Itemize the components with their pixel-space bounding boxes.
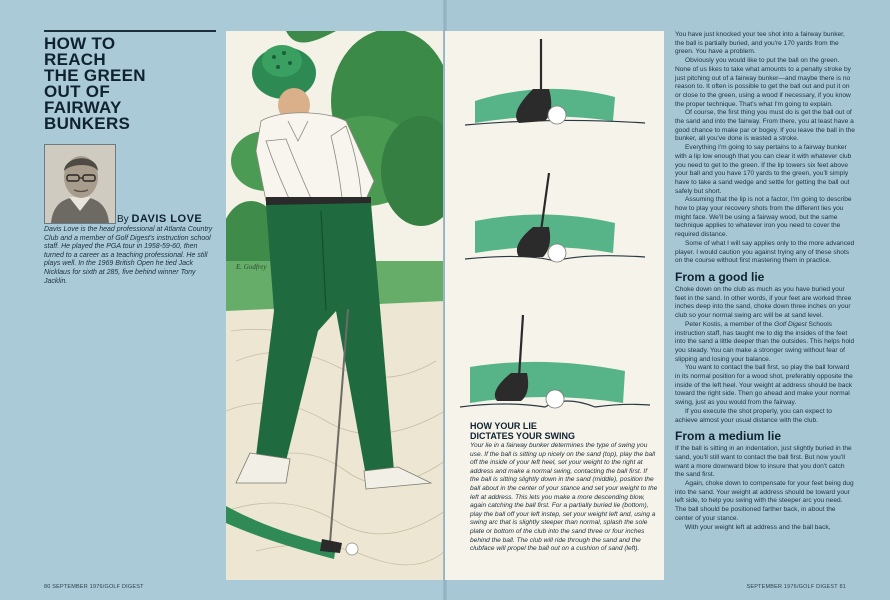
caption-body: Your lie in a fairway bunker determines the type of swing you use. If the ball is sitting up nicely on the sand (top), play the ball off the inside of your left heel, set your weight to the right at address and make a normal swing, contacting the ball first. If the ball is sitting slightly down in the sand (middle), position the ball about in the center of your stance and set your weight to the left at address. This lets you make a more descending blow, again catching the ball first. For a partially buried lie (bottom), play the ball off your left instep, set your weight left and, using a swing arc that is slightly steeper than normal, splash the sole plate or bottom of the club into the sand three or four inches behind the ball. The club will ride through the sand and the clubface will propel the ball out on a cushion of sand (left). (470, 442, 658, 553)
text-run: Schools instruction staff, has taught me to dig the insides of the feet into the sand a little deeper than the outsides. This helps hold you steady. You can make a stronger swing without fear of slipping and losing your balance. (675, 320, 855, 363)
paragraph: Some of what I will say applies only to the more advanced player. I would caution you against trying any of these shots on the course without first mastering them in practice. (675, 239, 855, 265)
paragraph: Choke down on the club as much as you have buried your feet in the sand. In other words, if your feet are worked three inches deep into the sand, choke down three inches on your club so your normal swing arc will be at sand level. (675, 285, 852, 320)
publication-name: Golf Digest (774, 320, 807, 328)
caption-title: HOW YOUR LIE DICTATES YOUR SWING (470, 421, 576, 441)
paragraph: Everything I'm going to say pertains to a fairway bunker with a lip low enough that you can clear it with whatever club you need to get to the green. If the lip towers six feet above your ball and you have 170 yards to the green, you'll simply have to take a sand wedge and settle for getting the ball out safely but short. (675, 144, 852, 195)
article-title: HOW TO REACH THE GREEN OUT OF FAIRWAY BUNKERS (44, 34, 146, 133)
paragraph: If you execute the shot properly, you can expect to achieve almost your usual distance with the club. (675, 407, 832, 424)
title-rule (44, 30, 216, 32)
good-lie-diagram (465, 39, 645, 125)
paragraph: You have just knocked your tee shot into a fairway bunker, the ball is partially buried, and you're 170 yards from the green. You have a problem. (675, 31, 845, 56)
article-body (675, 31, 855, 532)
paragraph: With your weight left at address and the ball back, (685, 523, 831, 531)
folio-right: SEPTEMBER 1976/GOLF DIGEST 81 (746, 584, 846, 590)
author-photo (44, 144, 116, 224)
medium-lie-diagram (465, 173, 645, 262)
golfer-illustration (226, 31, 445, 580)
paragraph: Again, choke down to compensate for your feet being dug into the sand. Your weight at address should be toward your left side, to help you swing with the steeper arc you need. The ball should be positioned farther back, in about the center of your stance. (675, 480, 854, 522)
author-name: DAVIS LOVE (131, 213, 203, 225)
byline-prefix: By (117, 214, 129, 225)
paragraph (675, 321, 855, 365)
folio-left: 80 SEPTEMBER 1976/GOLF DIGEST (44, 584, 144, 590)
paragraph: If the ball is sitting in an indentation, just slightly buried in the sand, you'll still want to contact the ball first. But now you'll want a more downward blow to insure that you don't catch the sand first. (675, 445, 852, 479)
subhead-good-lie: From a good lie (675, 269, 765, 284)
paragraph: Obviously you would like to put the ball on the green. None of us likes to take what amounts to a penalty stroke by just pitching out of a fairway bunker—and maybe there is no reason to. It often is possible to get the ball out and put it on or close to the green, using a wood if necessary, if you know the proper technique. That's what I'm going to explain. (675, 57, 851, 108)
subhead-medium-lie: From a medium lie (675, 429, 782, 444)
paragraph: Assuming that the lip is not a factor, I'm going to describe how to play your recovery shots from the different lies you might face. We'll be using a fairway wood, but the same technique applies to whatever iron you need to cover the required distance. (675, 196, 852, 239)
paragraph: You want to contact the ball first, so play the ball forward in its normal position for a wood shot, preferably opposite the inside of the left heel. Your weight at address should be back toward the right side. Then go ahead and make your normal swing, just as you would from the fairway. (675, 364, 853, 407)
buried-lie-diagram (460, 315, 650, 408)
illustrator-signature: E. Godfrey (236, 263, 267, 271)
paragraph: Of course, the first thing you must do is get the ball out of the sand and into the fairway. From there, you at least have a good chance to make par or bogey. If you leave the ball in the bunker, all you've done is wasted a stroke. (675, 109, 855, 143)
byline (117, 213, 202, 225)
text-run: Peter Kostis, a member of the (685, 320, 775, 328)
author-bio: Davis Love is the head professional at Atlanta Country Club and a member of Golf Digest's instruction school staff. He played the PGA tour in 1958-59-60, then turned to a career as a teaching professional. He still plays well. In the 1969 British Open he tied Jack Nicklaus for sixth at 285, five behind winner Tony Jacklin. (44, 226, 213, 285)
